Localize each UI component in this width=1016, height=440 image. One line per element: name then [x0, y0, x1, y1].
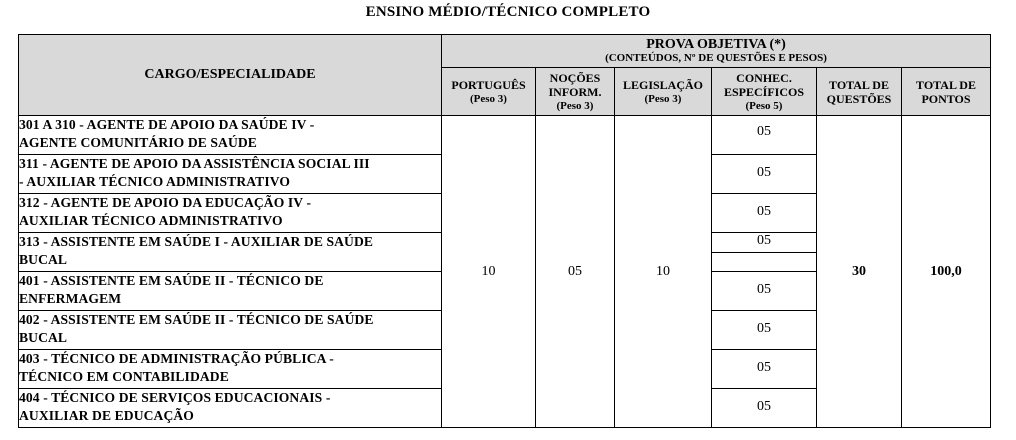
header-nocoes-label-2: INFORM.	[548, 84, 602, 99]
document-title: ENSINO MÉDIO/TÉCNICO COMPLETO	[365, 4, 651, 20]
conhec-value: 05	[757, 360, 771, 375]
header-portugues-peso: (Peso 3)	[470, 92, 507, 105]
cargo-cell	[19, 272, 442, 311]
header-nocoes	[536, 68, 615, 116]
table-row	[19, 116, 991, 155]
header-prova-title: PROVA OBJETIVA (*)	[646, 37, 786, 53]
cargo-cell	[19, 311, 442, 350]
header-conhec-label-2: ESPECÍFICOS	[723, 84, 805, 99]
header-portugues-label: PORTUGUÊS	[451, 77, 526, 92]
header-cargo: CARGO/ESPECIALIDADE	[19, 35, 442, 116]
cargo-line-1: 402 - ASSISTENTE EM SAÚDE II - TÉCNICO DE SAÚDE	[19, 312, 374, 327]
header-total-pontos-1: TOTAL DE	[916, 77, 976, 92]
cargo-line-2: BUCAL	[19, 252, 68, 267]
cargo-line-1: 401 - ASSISTENTE EM SAÚDE II - TÉCNICO DE	[19, 273, 324, 288]
cargo-line-1: 404 - TÉCNICO DE SERVIÇOS EDUCACIONAIS -	[19, 390, 331, 405]
cargo-line-1: 403 - TÉCNICO DE ADMINISTRAÇÃO PÚBLICA -	[19, 351, 334, 366]
header-total-questoes	[817, 68, 902, 116]
conhec-cell	[712, 350, 817, 389]
header-prova-subtitle: (CONTEÚDOS, Nº DE QUESTÕES E PESOS)	[605, 52, 827, 65]
cargo-line-1: 301 A 310 - AGENTE DE APOIO DA SAÚDE IV -	[19, 117, 315, 132]
cargo-line-2: AUXILIAR DE EDUCAÇÃO	[19, 408, 194, 423]
cargo-line-1: 312 - AGENTE DE APOIO DA EDUCAÇÃO IV -	[19, 195, 312, 210]
cargo-cell	[19, 155, 442, 194]
conhec-cell	[712, 272, 817, 311]
header-nocoes-label-1: NOÇÕES	[549, 70, 601, 85]
cargo-line-2: TÉCNICO EM CONTABILIDADE	[19, 369, 229, 384]
cargo-line-1: 311 - AGENTE DE APOIO DA ASSISTÊNCIA SOCIAL III	[19, 156, 370, 171]
total-pontos-value: 100,0	[902, 116, 991, 428]
conhec-cell	[712, 233, 817, 272]
conhec-cell	[712, 194, 817, 233]
cargo-line-2: AGENTE COMUNITÁRIO DE SAÚDE	[19, 135, 257, 150]
header-conhec	[712, 68, 817, 116]
cargo-cell	[19, 389, 442, 428]
cargo-cell	[19, 350, 442, 389]
conhec-cell	[712, 155, 817, 194]
cargo-line-2: ENFERMAGEM	[19, 291, 122, 306]
conhec-cell	[712, 389, 817, 428]
conhec-value: 05	[757, 233, 771, 248]
conhec-cell	[712, 311, 817, 350]
header-total-pontos	[902, 68, 991, 116]
header-conhec-peso: (Peso 5)	[745, 99, 783, 112]
header-legislacao	[615, 68, 712, 116]
cargo-line-1: 313 - ASSISTENTE EM SAÚDE I - AUXILIAR DE SAÚDE	[19, 234, 374, 249]
header-prova-objetiva	[442, 35, 991, 68]
cargo-line-2: BUCAL	[19, 330, 68, 345]
legislacao-value: 10	[615, 116, 712, 428]
conhec-cell	[712, 116, 817, 155]
portugues-value: 10	[442, 116, 536, 428]
header-total-questoes-2: QUESTÕES	[826, 91, 892, 106]
cargo-cell	[19, 233, 442, 272]
header-legislacao-peso: (Peso 3)	[644, 92, 682, 105]
header-total-pontos-2: PONTOS	[921, 91, 971, 106]
nocoes-value: 05	[536, 116, 615, 428]
conhec-value: 05	[757, 399, 771, 414]
header-portugues	[442, 68, 536, 116]
conhec-value: 05	[757, 165, 771, 180]
exam-table	[18, 34, 991, 428]
header-conhec-label-1: CONHEC.	[736, 70, 792, 85]
conhec-value: 05	[757, 124, 771, 139]
total-questoes-value: 30	[817, 116, 902, 428]
cargo-line-2: AUXILIAR TÉCNICO ADMINISTRATIVO	[19, 213, 283, 228]
conhec-value: 05	[757, 321, 771, 336]
header-nocoes-peso: (Peso 3)	[556, 99, 594, 112]
cargo-cell	[19, 116, 442, 155]
conhec-value: 05	[757, 204, 771, 219]
cargo-cell	[19, 194, 442, 233]
header-legislacao-label: LEGISLAÇÃO	[622, 77, 704, 92]
cargo-line-2: - AUXILIAR TÉCNICO ADMINISTRATIVO	[19, 174, 291, 189]
conhec-value: 05	[757, 282, 771, 297]
header-total-questoes-1: TOTAL DE	[829, 77, 889, 92]
conhec-divider	[712, 252, 816, 253]
